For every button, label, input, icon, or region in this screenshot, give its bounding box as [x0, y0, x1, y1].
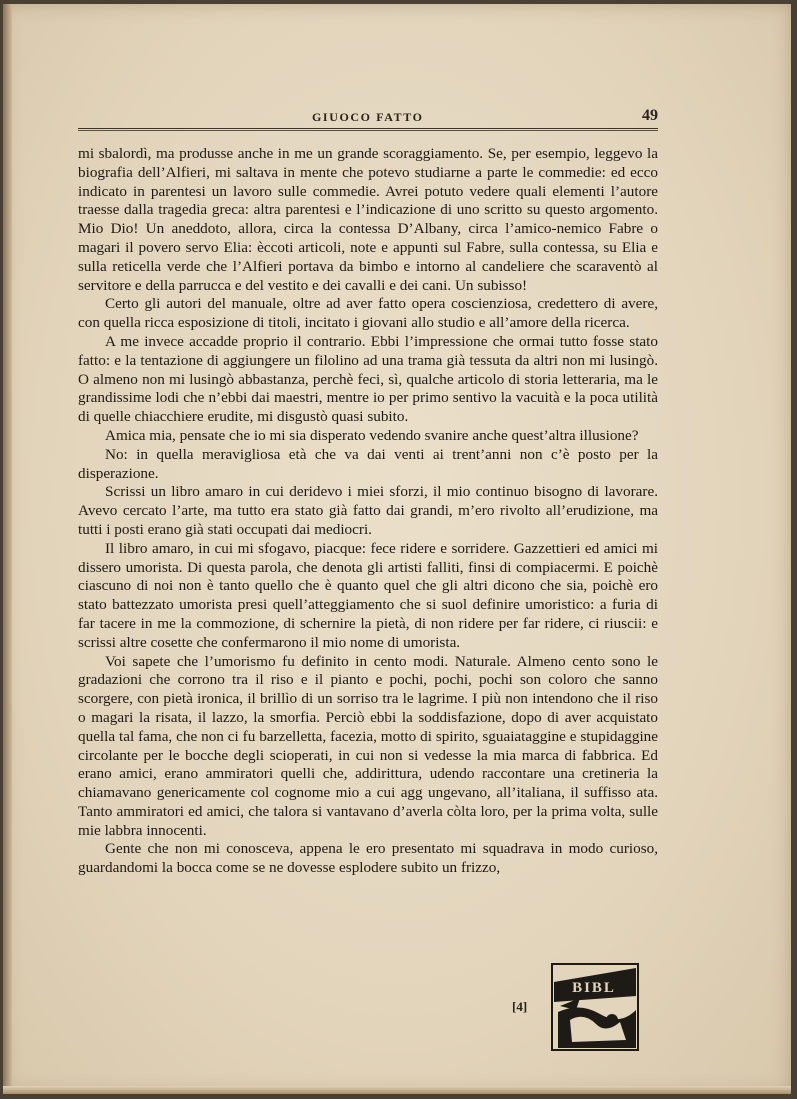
paragraph: Scrissi un libro amaro in cui deridevo i miei sforzi, il mio continuo bisogno di lavorare. Avevo cercato l’arte, ma tutto era stato già fatto dai grandi, m’ero rivolto all’erudizione, ma tutti i posti erano già stati occupati dai mediocri. [78, 483, 658, 538]
running-head [78, 107, 658, 129]
library-stamp-icon [550, 962, 640, 1052]
paragraph: mi sbalordì, ma produsse anche in me un grande scoraggiamento. Se, per esempio, leggevo la biografia dell’Alfieri, mi saltava in mente che potevo studiarne a parte le commedie: ed ecco indicato in parentesi un lavoro sulle commedie. Avrei potuto vedere quali elementi l’autore traesse dalla tragedia greca: altra parentesi e l’indicazione di uno scritto su questo argomento. Mio Dio! Un aneddoto, allora, circa la contessa D’Albany, circa l’amico-nemico Fabre o magari il povero servo Elia: èccoti articoli, note e appunti sul Fabre, sulla contessa, su Elia e sulla reticella verde che l’Alfieri portava da bimbo e intorno al candeliere che scaraventò al servitore e della parrucca e del vestito e dei cavalli e dei cani. Un subisso! [78, 145, 658, 294]
paragraph: A me invece accadde proprio il contrario. Ebbi l’impressione che ormai tutto fosse stato fatto: e la tentazione di aggiungere un filolino ad una trama già tessuta da altri non mi lusingò. O almeno non mi lusingò abbastanza, perchè feci, sì, qualche articolo di storia letteraria, ma le grandissime lodi che n’ebbi dai maestri, mentre io per primo sentivo la vacuità e la poca utilità di quelle chiacchiere erudite, mi disgustò quasi subito. [78, 332, 658, 426]
paragraph: No: in quella meravigliosa età che va dai venti ai trent’anni non c’è posto per la disperazione. [78, 445, 658, 482]
header-rule [78, 128, 658, 129]
paragraph: Certo gli autori del manuale, oltre ad aver fatto opera coscienziosa, credettero di avere, con quella ricca esposizione di titoli, incitato i giovani allo studio e all’amore della ricerca. [78, 295, 658, 332]
paragraph: Voi sapete che l’umorismo fu definito in cento modi. Naturale. Almeno cento sono le gradazioni che corrono tra il riso e il pianto e pochi, pochi, pochi son coloro che sanno scorgere, con pietà ironica, il brillìo di un sorriso tra le lagrime. I più non intendono che il riso o magari la risata, il lazzo, la smorfia. Perciò ebbi la soddisfazione, dopo di aver acquistato quella tal fama, che non ci fu barzelletta, facezia, motto di spirito, sguaiataggine e stupidaggine circolante per le bocche degli scioperati, in cui non si vedesse la mia marca di fabbrica. Ed erano amici, erano ammiratori quelli che, addirittura, udendo raccontare una cretineria la chiamavano genericamente col cognome mio a cui agg ungevano, all’italiana, il suffisso ata. Tanto ammiratori ed amici, che talora si vantavano d’averla còlta loro, per la prima volta, sulle mie labbra innocenti. [78, 652, 658, 839]
paragraph: Il libro amaro, in cui mi sfogavo, piacque: fece ridere e sorridere. Gazzettieri ed amici mi dissero umorista. Di questa parola, che denota gli artisti falliti, finsi di compiacermi. E poichè ciascuno di noi non è tanto quello che è quanto quel che gli altri dicono che sia, poichè ero stato battezzato umorista presi quell’atteggiamento che si suol definire umoristico: a furia di far tacere in me la commozione, di schernire la pietà, di non ridere per far ridere, ci riuscii: e scrissi altre cosette che confermarono il mio nome di umorista. [78, 539, 658, 651]
body-text [78, 145, 658, 878]
svg-text:BIBL: BIBL [572, 980, 616, 996]
page-number: 49 [642, 107, 658, 124]
running-title: GIUOCO FATTO [312, 110, 424, 124]
header-rule-secondary [78, 130, 658, 131]
paragraph: Gente che non mi conosceva, appena le ero presentato mi squadrava in modo curioso, guardandomi la bocca come se ne dovesse esplodere subito un frizzo, [78, 840, 658, 877]
paragraph: Amica mia, pensate che io mi sia disperato vedendo svanire anche quest’altra illusione? [105, 426, 639, 444]
page-bottom-edge [3, 1086, 791, 1094]
signature-mark: [4] [512, 999, 528, 1014]
page-binding-edge [3, 4, 12, 1094]
